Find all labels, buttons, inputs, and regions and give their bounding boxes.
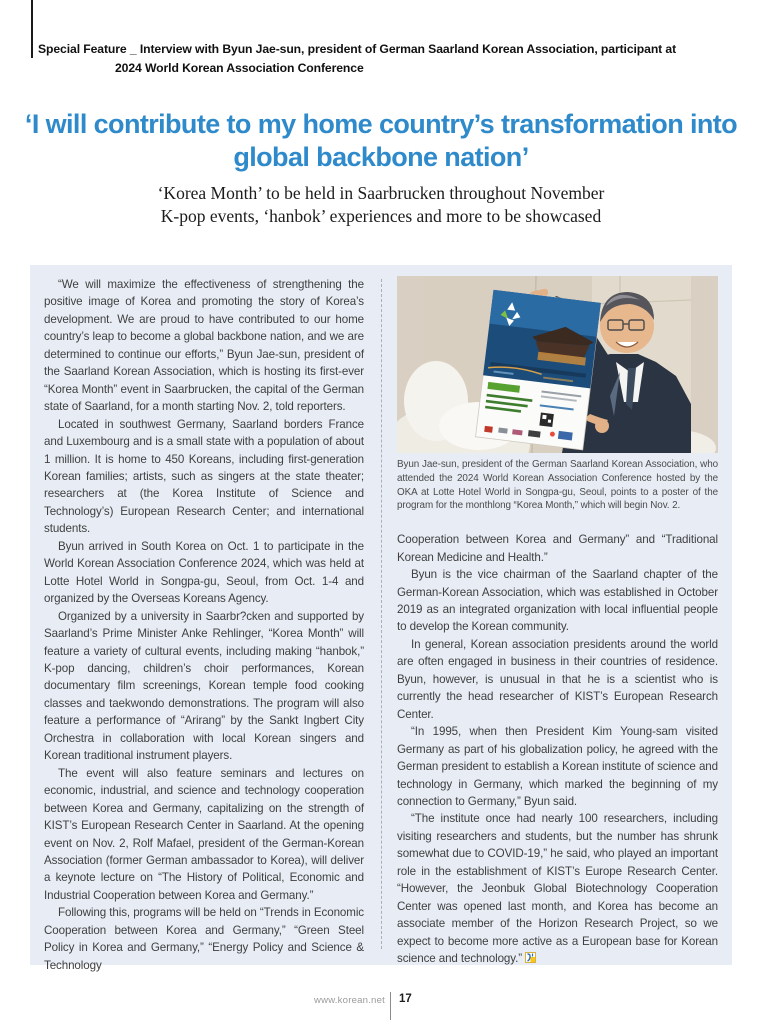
photo-of-byun-jae-sun (397, 276, 718, 453)
paragraph: Organized by a university in Saarbr?cken and supported by Saarland’s Prime Minister Anke Rehlinger, “Korea Month” will feature a variety of cultural events, including making “hanbok,” K-pop dancing, children’s choir performances, Korean documentary film screenings, Korean temple food cooking classes and taekwondo demonstrations. The program will also feature a performance of “Arirang” by the Sankt Ingbert City Orchestra in collaboration with local Korean singers and Korean traditional instrument players. (44, 609, 364, 763)
kicker-line-1: Special Feature _ Interview with Byun Jae-sun, president of German Saarland Korean Association, participant at (38, 42, 677, 56)
header-vertical-rule (31, 0, 33, 58)
paragraph: “In 1995, when then President Kim Young-sam visited Germany as part of his globalization policy, he agreed with the German president to establish a Korean institute of science and technology in Germany, which marked the beginning of my connection to Germany,” Byun said. (397, 725, 718, 808)
footer-divider-rule (390, 992, 391, 1020)
paragraph: Cooperation between Korea and Germany” and “Traditional Korean Medicine and Health.” (397, 533, 718, 564)
page-number: 17 (399, 993, 412, 1005)
column-divider (381, 279, 382, 949)
subtitle-line-2: K-pop events, ‘hanbok’ experiences and more to be showcased (160, 206, 602, 226)
paragraph-text: “The institute once had nearly 100 researchers, including visiting researchers and students, but the number has shrunk somewhat due to COVID-19,” he said, who played an important role in the establishment of KIST’s Europe Research Center. “However, the Jeonbuk Global Biotechnology Cooperation Center was opened last month, and Korea has become an associate member of the Horizon Research Project, so we expect to become more active as a European base for Korean science and technology.” (397, 812, 718, 966)
article-subtitle (0, 182, 762, 228)
footer-site-url: www.korean.net (313, 995, 385, 1006)
paragraph: “We will maximize the effectiveness of strengthening the positive image of Korea and promoting the story of Korea’s development. We are proud to have contributed to our home country’s leap to become a global backbone nation, and we are determined to continue our efforts,” Byun Jae-sun, president of the Saarland Korean Association, which is hosting its first-ever “Korea Month” event in Saarbrucken, the capital of the German state of Saarland, for a month starting Nov. 2, told reporters. (44, 278, 364, 414)
article-headline (0, 108, 762, 174)
headline-line-2: global backbone nation’ (233, 142, 529, 172)
end-of-article-icon (525, 952, 536, 963)
right-column (397, 276, 718, 966)
article-body-panel (30, 265, 732, 972)
left-column (44, 276, 364, 972)
paragraph: In general, Korean association presidents around the world are often engaged in business in their countries of residence. Byun, however, is unusual in that he is a scientist who is currently the head researcher of KIST’s European Research Center. (397, 637, 718, 721)
kicker-line-2: 2024 World Korean Association Conference (115, 61, 364, 75)
right-column-body (397, 531, 718, 967)
special-feature-kicker (38, 40, 738, 78)
headline-line-1: ‘I will contribute to my home country’s transformation into (24, 109, 738, 139)
page-footer (0, 992, 762, 1020)
paragraph: Following this, programs will be held on “Trends in Economic Cooperation between Korea and Germany,” “Green Steel Policy in Korea and Germany,” “Energy Policy and Science & Technology (44, 906, 364, 972)
paragraph: Byun is the vice chairman of the Saarland chapter of the German-Korean Association, which was established in October 2019 as an integrated organization with local influential people to develop the Korean community. (397, 568, 718, 634)
paragraph: The event will also feature seminars and lectures on economic, industrial, and science and technology cooperation between Korea and Germany, capitalizing on the strength of KIST’s European Research Center in Saarland. At the opening event on Nov. 2, Rolf Mafael, president of the German-Korean Association (former German ambassador to Korea), will deliver a keynote lecture on “The History of Political, Economic and Industrial Cooperation between Korea and Germany.” (44, 766, 364, 902)
paragraph: Located in southwest Germany, Saarland borders France and Luxembourg and is a small state with a population of about 1 million. It is home to 450 Koreans, including first-generation Korean families; artists, such as singers at the state theater; researchers at (the Korea Institute of Science and Technology’s) European Research Center; and international students. (44, 417, 364, 536)
paragraph: Byun arrived in South Korea on Oct. 1 to participate in the World Korean Association Conference 2024, which was held at Lotte Hotel World in Songpa-gu, Seoul, from Oct. 1-4 and organized by the Overseas Koreans Agency. (44, 539, 364, 606)
photo-caption: Byun Jae-sun, president of the German Saarland Korean Association, who attended the 2024 World Korean Association Conference hosted by the OKA at Lotte Hotel World in Songpa-gu, Seoul, points to a poster of the program for the monthlong “Korea Month,” which will begin Nov. 2. (397, 459, 718, 512)
paragraph (397, 810, 718, 967)
subtitle-line-1: ‘Korea Month’ to be held in Saarbrucken throughout November (157, 183, 605, 203)
